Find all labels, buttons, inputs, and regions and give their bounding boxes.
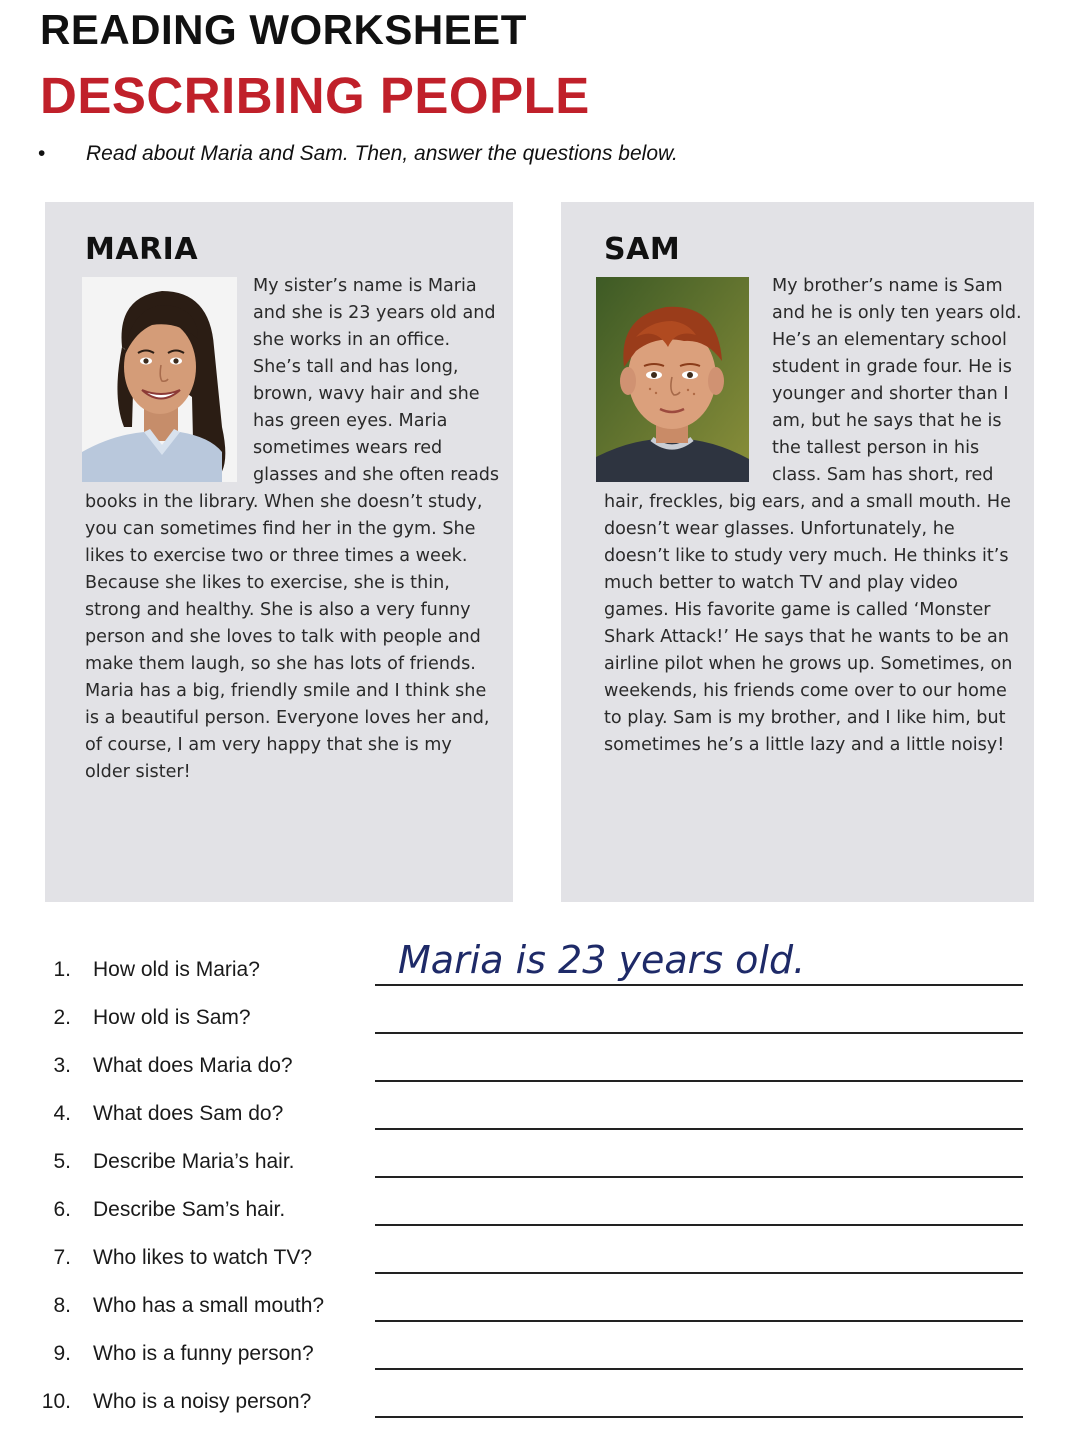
answer-line[interactable] — [375, 1032, 1023, 1034]
bullet: • — [38, 142, 46, 165]
question-number: 6. — [53, 1198, 71, 1221]
question-number: 10. — [41, 1390, 71, 1413]
question-row — [0, 1228, 1066, 1276]
question-number: 5. — [53, 1150, 71, 1173]
question-text: How old is Sam? — [93, 1006, 251, 1029]
sam-story — [604, 273, 1024, 759]
question-row — [0, 1324, 1066, 1372]
question-text: How old is Maria? — [93, 958, 260, 981]
worksheet-subtitle: DESCRIBING PEOPLE — [40, 67, 590, 124]
maria-heading: MARIA — [85, 232, 199, 267]
question-text: What does Sam do? — [93, 1102, 284, 1125]
answer-line[interactable] — [375, 1368, 1023, 1370]
question-number: 3. — [53, 1054, 71, 1077]
photo-spacer — [604, 273, 772, 485]
question-number: 7. — [53, 1246, 71, 1269]
question-row — [0, 1084, 1066, 1132]
answer-line[interactable] — [375, 984, 1023, 986]
question-text: Who likes to watch TV? — [93, 1246, 313, 1269]
question-number: 1. — [53, 958, 71, 981]
answer-line[interactable] — [375, 1272, 1023, 1274]
sam-panel — [561, 202, 1034, 902]
maria-panel — [45, 202, 513, 902]
question-text: Describe Sam’s hair. — [93, 1198, 286, 1221]
maria-story — [85, 273, 500, 786]
answer-line[interactable] — [375, 1176, 1023, 1178]
question-row — [0, 988, 1066, 1036]
question-row — [0, 1036, 1066, 1084]
question-text: Who is a funny person? — [93, 1342, 314, 1365]
handwritten-answer: Maria is 23 years old. — [398, 938, 806, 982]
question-row — [0, 1180, 1066, 1228]
answer-line[interactable] — [375, 1416, 1023, 1418]
question-row — [0, 940, 1066, 988]
maria-story-text: My sister’s name is Maria and she is 23 years old and she works in an office. She’s tall and has long, brown, wavy hair and she has green eyes. Maria sometimes wears red glasses and she often reads books in the library. When she doesn’t study, you can sometimes find her in the gym. She likes to exercise two or three times a week. Because she likes to exercise, she is thin, strong and healthy. She is also a very funny person and she loves to talk with people and make them laugh, so she has lots of friends. Maria has a big, friendly smile and I think she is a beautiful person. Everyone loves her and, of course, I am very happy that she is my older sister! — [85, 276, 500, 782]
question-number: 9. — [53, 1342, 71, 1365]
sam-heading: SAM — [604, 232, 681, 267]
question-number: 2. — [53, 1006, 71, 1029]
question-row — [0, 1372, 1066, 1420]
instructions — [38, 142, 678, 166]
question-number: 8. — [53, 1294, 71, 1317]
instructions-text: Read about Maria and Sam. Then, answer the questions below. — [86, 142, 678, 165]
question-text: Describe Maria’s hair. — [93, 1150, 295, 1173]
answer-line[interactable] — [375, 1128, 1023, 1130]
worksheet-title: READING WORKSHEET — [40, 6, 527, 53]
sam-story-text: My brother’s name is Sam and he is only ten years old. He’s an elementary school student in grade four. He is younger and shorter than I am, but he says that he is the tallest person in his class. Sam has short, red hair, freckles, big ears, and a small mouth. He doesn’t wear glasses. Unfortunately, he doesn’t like to study very much. He thinks it’s much better to watch TV and play video games. His favorite game is called ‘Monster Shark Attack!’ He says that he wants to be an airline pilot when he grows up. Sometimes, on weekends, his friends come over to our home to play. Sam is my brother, and I like him, but sometimes he’s a little lazy and a little noisy! — [604, 276, 1022, 755]
question-text: Who has a small mouth? — [93, 1294, 325, 1317]
answer-line[interactable] — [375, 1320, 1023, 1322]
question-text: Who is a noisy person? — [93, 1390, 312, 1413]
photo-spacer — [85, 273, 253, 485]
question-text: What does Maria do? — [93, 1054, 293, 1077]
question-number: 4. — [53, 1102, 71, 1125]
question-row — [0, 1132, 1066, 1180]
answer-line[interactable] — [375, 1224, 1023, 1226]
answer-line[interactable] — [375, 1080, 1023, 1082]
question-row — [0, 1276, 1066, 1324]
